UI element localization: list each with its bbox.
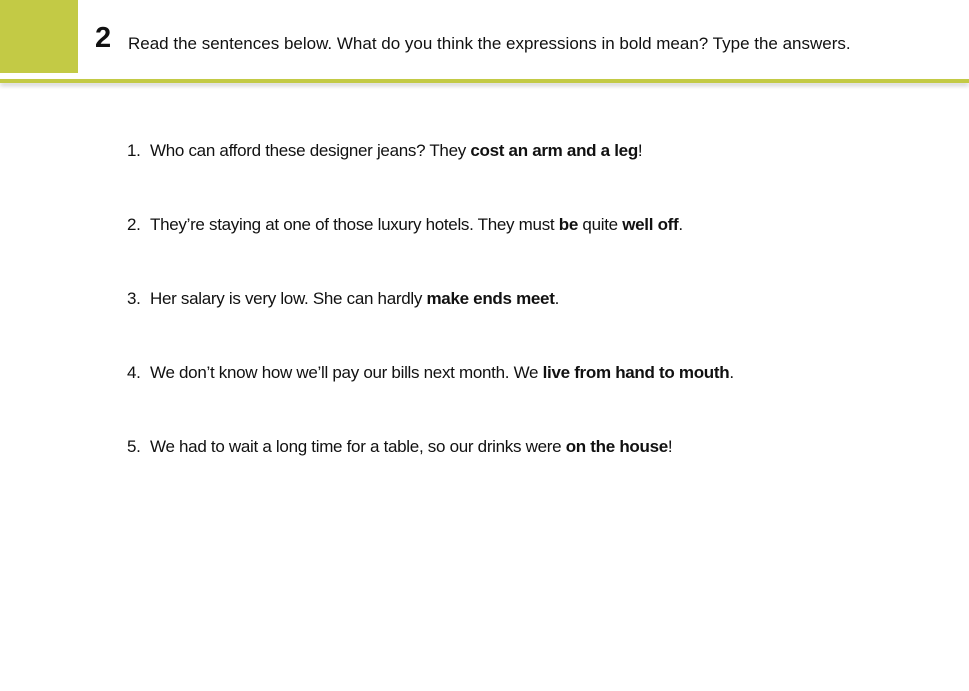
bold-expression: make ends meet bbox=[426, 289, 555, 308]
sentence-text: We had to wait a long time for a table, so our drinks were bbox=[150, 437, 566, 456]
task-instruction: Read the sentences below. What do you think the expressions in bold mean? Type the answers. bbox=[128, 34, 851, 53]
accent-square bbox=[0, 0, 78, 73]
sentence-list bbox=[127, 138, 907, 508]
bold-expression: on the house bbox=[565, 437, 668, 456]
sentence-text: ! bbox=[667, 437, 673, 456]
sentence-item bbox=[127, 434, 907, 508]
header-divider bbox=[0, 79, 969, 83]
bold-expression: live from hand to mouth bbox=[542, 363, 730, 382]
sentence-text: . bbox=[678, 215, 683, 234]
sentence-number: 3. bbox=[127, 289, 141, 308]
sentence-number: 5. bbox=[127, 437, 141, 456]
bold-expression: be bbox=[558, 215, 578, 234]
sentence-text: . bbox=[729, 363, 734, 382]
sentence-number: 2. bbox=[127, 215, 141, 234]
sentence-item bbox=[127, 360, 907, 434]
exercise-header bbox=[0, 0, 969, 84]
sentence-text: ! bbox=[637, 141, 643, 160]
sentence-number: 4. bbox=[127, 363, 141, 382]
sentence-text: They’re staying at one of those luxury hotels. They must bbox=[150, 215, 559, 234]
sentence-item bbox=[127, 212, 907, 286]
sentence-text: quite bbox=[578, 215, 623, 234]
bold-expression: well off bbox=[622, 215, 679, 234]
sentence-number: 1. bbox=[127, 141, 141, 160]
sentence-text: Her salary is very low. She can hardly bbox=[150, 289, 427, 308]
sentence-text: . bbox=[554, 289, 560, 308]
sentence-text: Who can afford these designer jeans? They bbox=[150, 141, 471, 160]
bold-expression: cost an arm and a leg bbox=[470, 141, 638, 160]
sentence-item bbox=[127, 138, 907, 212]
sentence-item bbox=[127, 286, 907, 360]
sentence-text: We don’t know how we’ll pay our bills next month. We bbox=[150, 363, 543, 382]
task-number: 2 bbox=[95, 22, 112, 54]
